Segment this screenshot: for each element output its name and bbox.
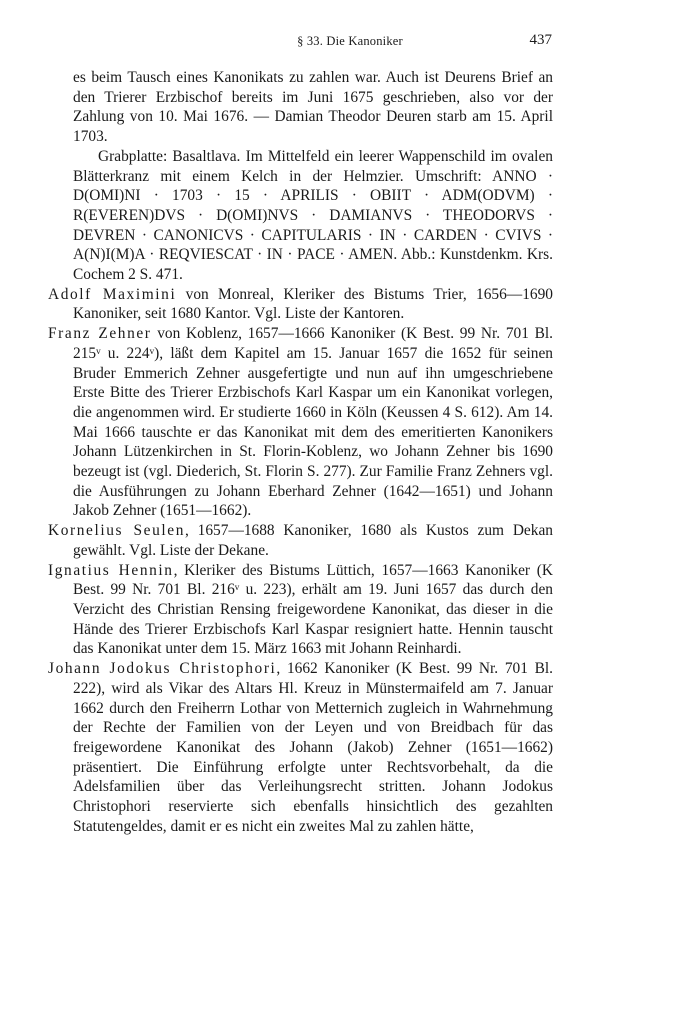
canon-entry	[48, 285, 553, 324]
canon-name: Kornelius Seulen	[48, 522, 185, 540]
canon-entry-text: von Koblenz, 1657—1666 Kanoniker (K Best. 99 Nr. 701 Bl. 215ᵛ u. 224ᵛ), läßt dem Kapitel am 15. Januar 1657 die 1652 für seinen Bruder Emmerich Zehner ausgefertigte und nun auf ihn umgeschriebene Erste Bitte des Trierer Erzbischofs Karl Kaspar um ein Kanonikat vorlegen, die angenommen wird. Er studierte 1660 in Köln (Keussen 4 S. 612). Am 14. Mai 1666 tauschte er das Kanonikat mit dem des emeritierten Kanonikers Johann Lützenkirchen in St. Florin-Koblenz, wo Johann Zehner bis 1690 bezeugt ist (vgl. Diederich, St. Florin S. 277). Zur Familie Franz Zehners vgl. die Ausführungen zu Johann Eberhard Zehner (1642—1651) und Johann Jakob Zehner (1651—1662).	[73, 325, 553, 520]
canon-entry	[48, 659, 553, 836]
running-title: § 33. Die Kanoniker	[297, 34, 403, 48]
canon-entry-text: , 1662 Kanoniker (K Best. 99 Nr. 701 Bl. 222), wird als Vikar des Altars Hl. Kreuz in Münstermaifeld am 7. Januar 1662 durch den Freiherrn Lothar von Metternich zugleich in Wahrnehmung der Rechte der Familien von der Leyen und von Breidbach für das freigewordene Kanonikat des Johann (Jakob) Zehner (1651—1662) präsentiert. Die Einführung erfolgte unter Rechtsvorbehalt, da die Adelsfamilien über das Verleihungsrecht stritten. Johann Jodokus Christophori reservierte sich ebenfalls hinsichtlich des gezahlten Statutengeldes, damit er es nicht ein zweites Mal zu zahlen hätte,	[73, 660, 553, 835]
canon-name: Ignatius Hennin	[48, 561, 174, 579]
canon-entry	[48, 521, 553, 560]
canon-name: Franz Zehner	[48, 325, 152, 343]
canon-entry	[48, 324, 553, 521]
page-number: 437	[529, 32, 552, 48]
grabplatte-paragraph: Grabplatte: Basaltlava. Im Mittelfeld ein leerer Wappenschild im ovalen Blätterkranz mit einem Kelch in der Helmzier. Umschrift: ANNO · D(OMI)NI · 1703 · 15 · APRILIS · OBIIT · ADM(ODVM) · R(EVEREN)DVS · D(OMI)NVS · DAMIANVS · THEODORVS · DEVREN · CANONICVS · CAPITULARIS · IN · CARDEN · CVIVS · A(N)I(M)A · REQVIESCAT · IN · PACE · AMEN. Abb.: Kunstdenkm. Krs. Cochem 2 S. 471.	[73, 147, 553, 284]
canon-entry-text: , 1657—1688 Kanoniker, 1680 als Kustos zum Dekan gewählt. Vgl. Liste der Dekane.	[73, 522, 553, 559]
canon-name: Johann Jodokus Christophori	[48, 660, 277, 678]
canon-entry	[48, 561, 553, 660]
canon-entry-text: , Kleriker des Bistums Lüttich, 1657—1663 Kanoniker (K Best. 99 Nr. 701 Bl. 216ᵛ u. 223), erhält am 19. Juni 1657 das durch den Verzicht des Christian Rensing freigewordene Kanonikat, das dieser in die Hände des Trierer Erzbischofs Karl Kaspar resigniert hatte. Hennin tauscht das Kanonikat unter dem 15. März 1663 mit Johann Reinhardi.	[73, 561, 553, 658]
continuation-paragraph: es beim Tausch eines Kanonikats zu zahlen war. Auch ist Deurens Brief an den Trierer Erzbischof bereits im Juni 1675 geschrieben, also vor der Zahlung von 10. Mai 1676. — Damian Theodor Deuren starb am 15. April 1703.	[73, 69, 553, 146]
canon-entry-text: von Monreal, Kleriker des Bistums Trier, 1656—1690 Kanoniker, seit 1680 Kantor. Vgl. Liste der Kantoren.	[73, 285, 553, 323]
page-body	[48, 68, 553, 836]
canon-name: Adolf Maximini	[48, 285, 177, 303]
page-header	[0, 34, 700, 54]
